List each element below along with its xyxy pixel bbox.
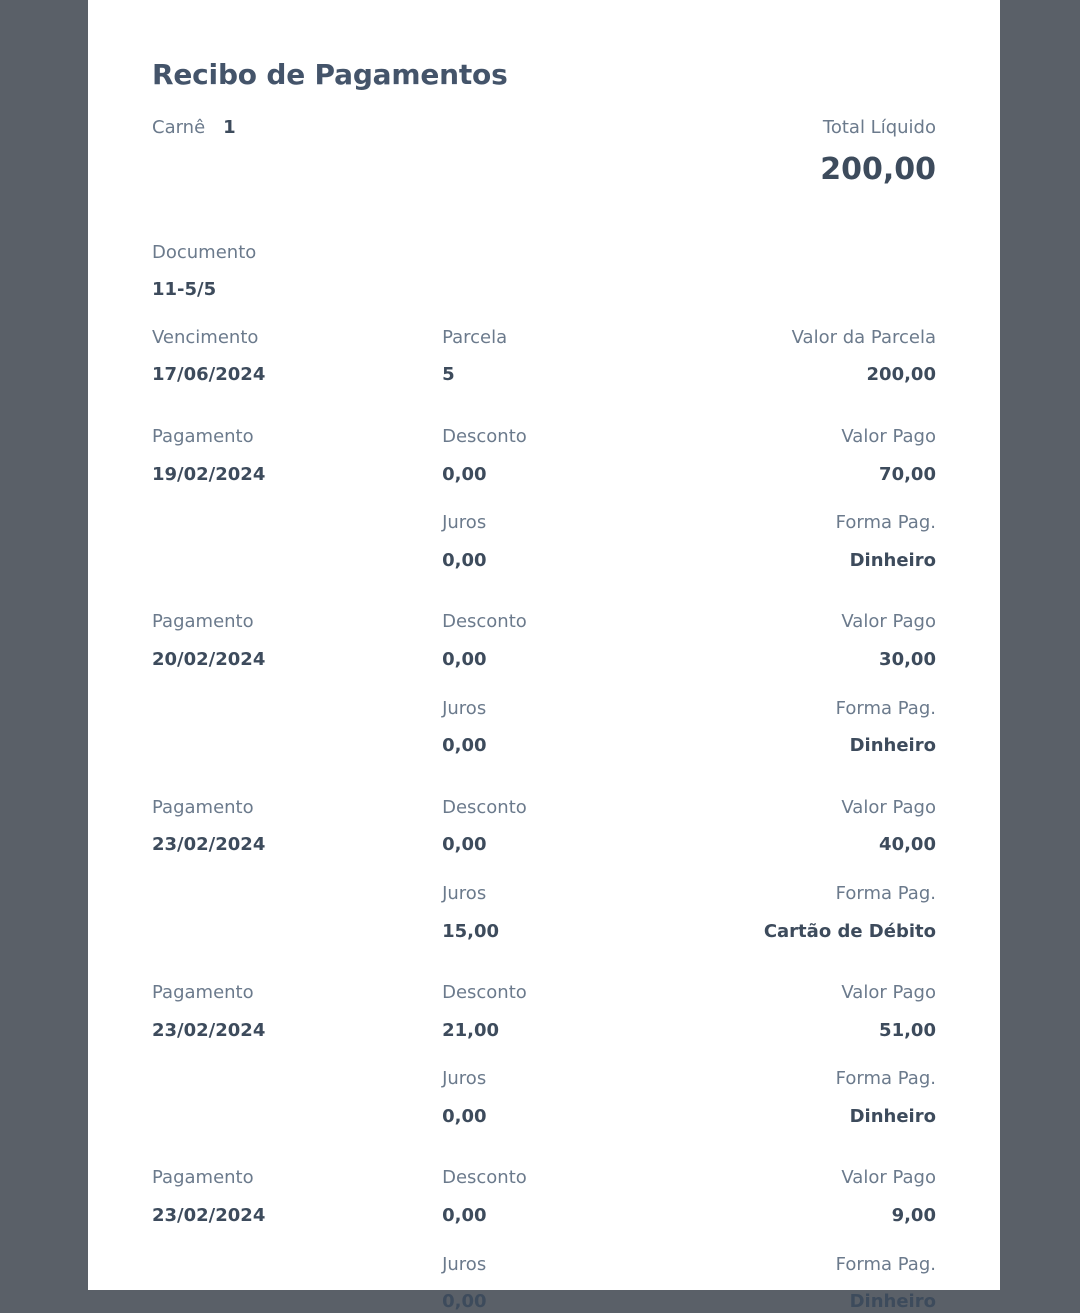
forma-pag-label: Forma Pag. xyxy=(835,1253,936,1275)
parcela-label: Parcela xyxy=(442,326,508,348)
carne-total-row xyxy=(152,117,936,186)
spacer xyxy=(152,698,442,720)
juros-label: Juros xyxy=(442,1068,487,1090)
juros-value: 0,00 xyxy=(442,735,487,757)
valor-pago-label: Valor Pago xyxy=(841,611,936,633)
desconto-value: 21,00 xyxy=(442,1019,500,1041)
desconto-label: Desconto xyxy=(442,611,527,633)
documento-block xyxy=(152,242,936,301)
desconto-label: Desconto xyxy=(442,982,527,1004)
juros-label: Juros xyxy=(442,1253,487,1275)
pagamento-label: Pagamento xyxy=(152,425,254,447)
parcela-value: 5 xyxy=(442,364,455,386)
valor-pago-value: 70,00 xyxy=(879,463,936,485)
documento-value: 11-5/5 xyxy=(152,279,217,301)
desconto-label: Desconto xyxy=(442,425,527,447)
forma-pag-value: Dinheiro xyxy=(849,1291,936,1313)
desconto-label: Desconto xyxy=(442,796,527,818)
juros-label: Juros xyxy=(442,512,487,534)
spacer xyxy=(152,883,442,905)
pagamento-label: Pagamento xyxy=(152,982,254,1004)
vencimento-label: Vencimento xyxy=(152,326,259,348)
payment-entry xyxy=(152,426,936,571)
payments-list xyxy=(152,426,936,1313)
pagamento-value: 23/02/2024 xyxy=(152,1205,266,1227)
spacer xyxy=(152,735,442,757)
spacer xyxy=(152,1106,442,1128)
pagamento-label: Pagamento xyxy=(152,1167,254,1189)
juros-value: 15,00 xyxy=(442,920,500,942)
total-label: Total Líquido xyxy=(822,117,936,138)
spacer xyxy=(152,1068,442,1090)
forma-pag-label: Forma Pag. xyxy=(835,882,936,904)
pagamento-label: Pagamento xyxy=(152,611,254,633)
valor-parcela-label: Valor da Parcela xyxy=(791,326,936,348)
desconto-value: 0,00 xyxy=(442,648,487,670)
desconto-value: 0,00 xyxy=(442,463,487,485)
pagamento-value: 23/02/2024 xyxy=(152,1019,266,1041)
forma-pag-value: Dinheiro xyxy=(849,735,936,757)
payment-entry xyxy=(152,611,936,756)
spacer xyxy=(152,1291,442,1313)
desconto-label: Desconto xyxy=(442,1167,527,1189)
pagamento-label: Pagamento xyxy=(152,796,254,818)
valor-pago-label: Valor Pago xyxy=(841,1167,936,1189)
carne-block xyxy=(152,117,442,139)
forma-pag-label: Forma Pag. xyxy=(835,512,936,534)
total-value: 200,00 xyxy=(820,151,936,187)
documento-label: Documento xyxy=(152,241,257,263)
valor-pago-label: Valor Pago xyxy=(841,982,936,1004)
payment-entry xyxy=(152,982,936,1127)
spacer xyxy=(152,512,442,534)
forma-pag-label: Forma Pag. xyxy=(835,1068,936,1090)
vencimento-value-row xyxy=(152,364,936,386)
valor-parcela-value: 200,00 xyxy=(866,364,936,386)
total-block xyxy=(677,117,936,186)
spacer xyxy=(152,921,442,943)
valor-pago-value: 51,00 xyxy=(879,1019,936,1041)
valor-pago-value: 9,00 xyxy=(891,1205,936,1227)
juros-value: 0,00 xyxy=(442,549,487,571)
juros-value: 0,00 xyxy=(442,1105,487,1127)
valor-pago-value: 30,00 xyxy=(879,648,936,670)
forma-pag-label: Forma Pag. xyxy=(835,697,936,719)
forma-pag-value: Dinheiro xyxy=(849,549,936,571)
pagamento-value: 23/02/2024 xyxy=(152,834,266,856)
receipt-page xyxy=(88,0,1000,1313)
valor-pago-label: Valor Pago xyxy=(841,796,936,818)
juros-value: 0,00 xyxy=(442,1291,487,1313)
forma-pag-value: Dinheiro xyxy=(849,1105,936,1127)
payment-entry xyxy=(152,797,936,942)
juros-label: Juros xyxy=(442,882,487,904)
valor-pago-value: 40,00 xyxy=(879,834,936,856)
carne-value: 1 xyxy=(223,117,236,138)
pagamento-value: 20/02/2024 xyxy=(152,648,266,670)
payment-entry xyxy=(152,1167,936,1312)
carne-label: Carnê xyxy=(152,117,206,138)
juros-label: Juros xyxy=(442,697,487,719)
spacer xyxy=(152,1254,442,1276)
spacer xyxy=(152,550,442,572)
desconto-value: 0,00 xyxy=(442,1205,487,1227)
vencimento-value: 17/06/2024 xyxy=(152,364,266,386)
valor-pago-label: Valor Pago xyxy=(841,425,936,447)
desconto-value: 0,00 xyxy=(442,834,487,856)
vencimento-header-row xyxy=(152,327,936,349)
pagamento-value: 19/02/2024 xyxy=(152,463,266,485)
page-title: Recibo de Pagamentos xyxy=(152,58,508,91)
forma-pag-value: Cartão de Débito xyxy=(763,920,936,942)
